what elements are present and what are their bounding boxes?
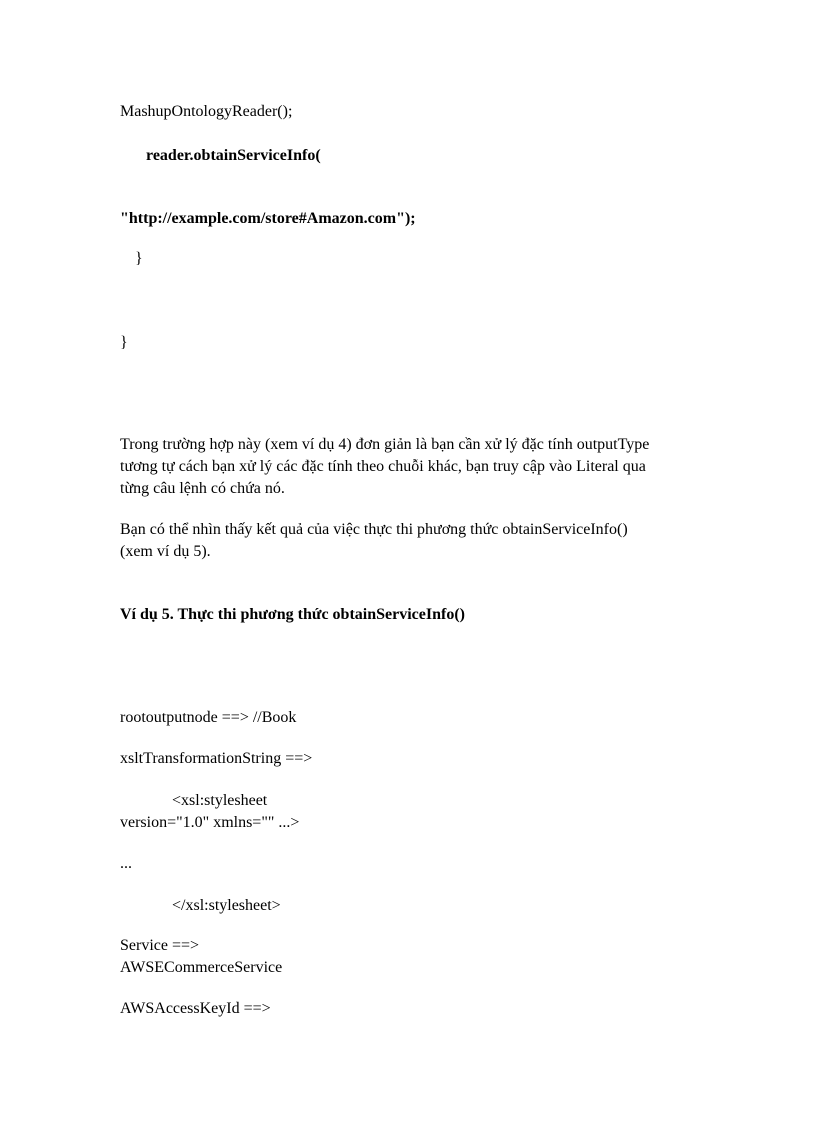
output-rootoutputnode: rootoutputnode ==> //Book [120,709,297,726]
output-xsl-close: </xsl:stylesheet> [172,897,281,914]
code-line-amazon-url: "http://example.com/store#Amazon.com"); [120,210,416,227]
paragraph-1-line-2: tương tự cách bạn xử lý các đặc tính theo chuỗi khác, bạn truy cập vào Literal qua [120,458,646,475]
paragraph-2-line-1: Bạn có thể nhìn thấy kết quả của việc thực thi phương thức obtainServiceInfo() [120,521,628,538]
output-xslt-label: xsltTransformationString ==> [120,750,313,767]
output-xsl-attrs: version="1.0" xmlns="" ...> [120,814,300,831]
example-heading: Ví dụ 5. Thực thi phương thức obtainServiceInfo() [120,606,465,623]
output-xsl-open: <xsl:stylesheet [172,792,268,809]
code-line-inner-brace: } [135,250,143,267]
code-line-outer-brace: } [120,334,128,351]
output-service-value: AWSECommerceService [120,959,283,976]
paragraph-1-line-3: từng câu lệnh có chứa nó. [120,480,285,497]
paragraph-2-line-2: (xem ví dụ 5). [120,543,211,560]
code-line-obtain-service-info: reader.obtainServiceInfo( [146,147,321,164]
output-service-label: Service ==> [120,937,200,954]
output-access-key-label: AWSAccessKeyId ==> [120,1000,271,1017]
code-line-mashup-reader: MashupOntologyReader(); [120,103,293,120]
output-ellipsis: ... [120,855,132,872]
paragraph-1-line-1: Trong trường hợp này (xem ví dụ 4) đơn giản là bạn cần xử lý đặc tính outputType [120,436,650,453]
